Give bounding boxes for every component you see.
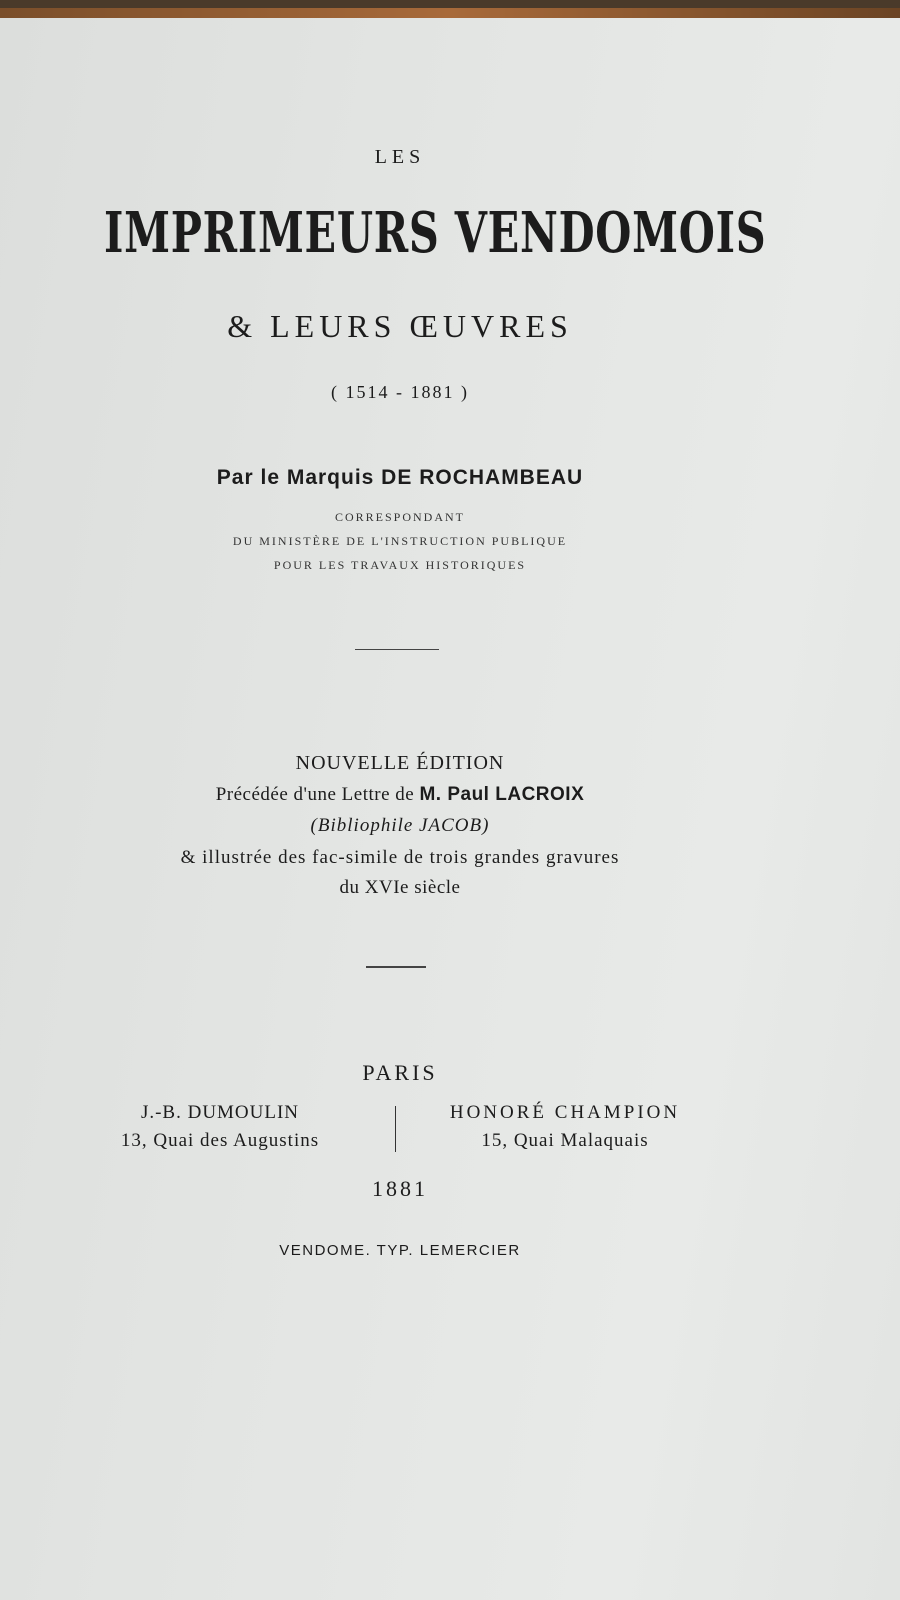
- publication-city: PARIS: [362, 1060, 438, 1085]
- divider-rule: [355, 649, 439, 650]
- century-line: du XVIe siècle: [339, 877, 461, 898]
- author-line: Par le Marquis DE ROCHAMBEAU: [216, 466, 584, 489]
- correspondant-line-2: DU MINISTÈRE DE L'INSTRUCTION PUBLIQUE: [232, 534, 568, 548]
- preface-author: M. Paul LACROIX: [419, 784, 585, 805]
- date-range: ( 1514 - 1881 ): [331, 382, 469, 402]
- publisher-right-name: HONORÉ CHAMPION: [449, 1102, 681, 1123]
- preface-prefix: Précédée d'une Lettre de: [215, 784, 420, 805]
- publisher-left-name: J.-B. DUMOULIN: [140, 1102, 300, 1123]
- divider-rule-2: [366, 966, 426, 968]
- title-article: LES: [374, 146, 426, 168]
- illustration-line: & illustrée des fac-simile de trois grandes gravures: [180, 847, 620, 868]
- publisher-separator: [395, 1106, 396, 1152]
- publication-year: 1881: [372, 1176, 428, 1201]
- publisher-right-address: 15, Quai Malaquais: [481, 1130, 649, 1151]
- main-title: IMPRIMEURS VENDOMOIS: [104, 200, 767, 266]
- title-page: [0, 8, 900, 1600]
- correspondant-line-3: POUR LES TRAVAUX HISTORIQUES: [273, 558, 527, 572]
- printer-line: VENDOME. TYP. LEMERCIER: [279, 1242, 521, 1259]
- publisher-left-address: 13, Quai des Augustins: [120, 1130, 320, 1151]
- bibliophile-line: (Bibliophile JACOB): [310, 815, 490, 836]
- book-edge: [0, 8, 900, 18]
- correspondant-line-1: CORRESPONDANT: [334, 510, 465, 524]
- edition-line: NOUVELLE ÉDITION: [295, 752, 505, 774]
- subtitle: & LEURS ŒUVRES: [227, 308, 573, 344]
- preface-line: [0, 784, 800, 806]
